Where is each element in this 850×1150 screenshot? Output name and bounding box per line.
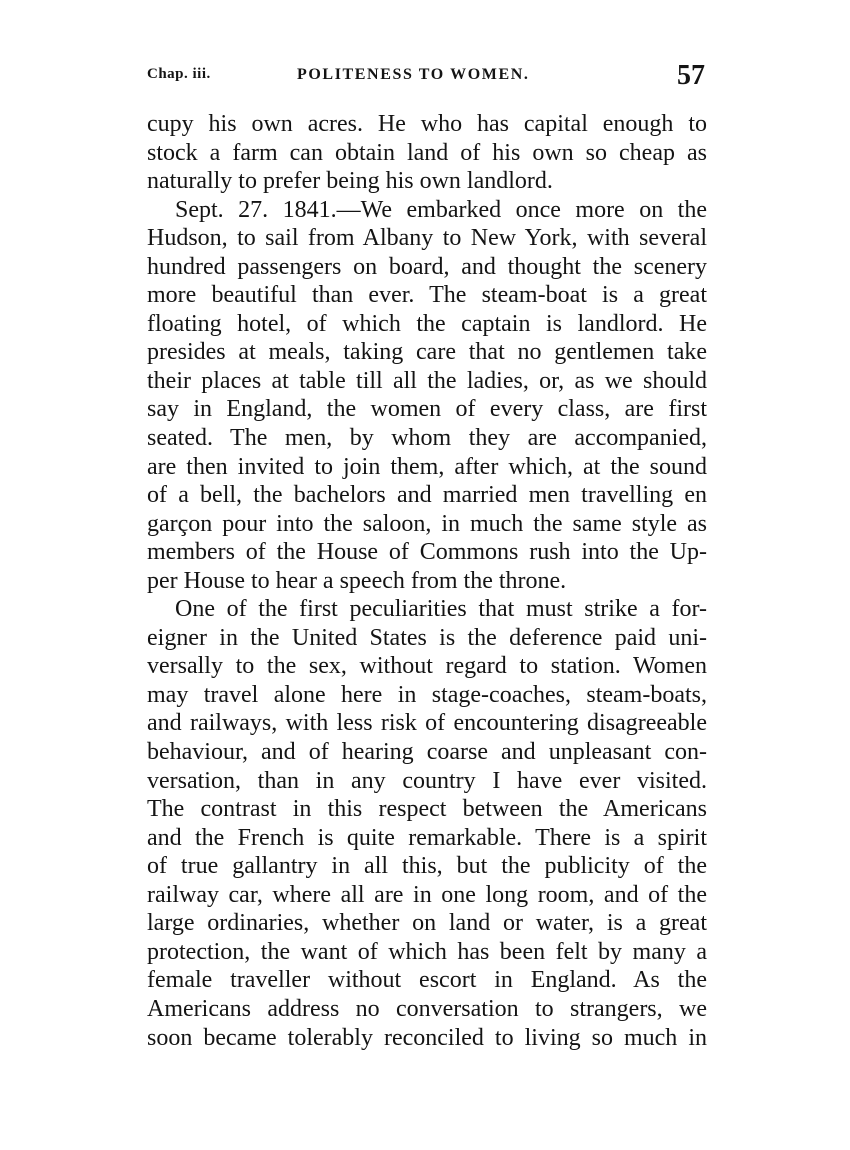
text-line: seated. The men, by whom they are accompanied, <box>147 425 707 452</box>
text-line: and railways, with less risk of encountering disagreeable <box>147 710 707 737</box>
text-line: floating hotel, of which the captain is landlord. He <box>147 310 707 337</box>
running-title: POLITENESS TO WOMEN. <box>297 66 530 83</box>
text-line: Americans address no conversation to strangers, we <box>147 995 707 1022</box>
text-line: hundred passengers on board, and thought the scenery <box>147 253 707 280</box>
text-line: cupy his own acres. He who has capital enough to <box>147 111 707 137</box>
text-line: The contrast in this respect between the Americans <box>147 796 707 823</box>
text-line: railway car, where all are in one long room, and of the <box>147 881 707 908</box>
text-line: garçon pour into the saloon, in much the same style as <box>147 510 707 537</box>
text-line: versation, than in any country I have ever visited. <box>147 767 707 794</box>
text-line: versally to the sex, without regard to station. Women <box>147 653 707 680</box>
text-line: their places at table till all the ladies, or, as we should <box>147 367 707 394</box>
text-line: eigner in the United States is the deference paid uni- <box>147 624 707 651</box>
body-text <box>147 110 707 1052</box>
text-line: soon became tolerably reconciled to living so much in <box>147 1024 707 1051</box>
text-line: protection, the want of which has been felt by many a <box>147 938 707 965</box>
text-line: may travel alone here in stage-coaches, steam-boats, <box>147 681 707 708</box>
text-line: of true gallantry in all this, but the publicity of the <box>147 853 707 880</box>
text-line: stock a farm can obtain land of his own so cheap as <box>147 139 707 166</box>
text-line: of a bell, the bachelors and married men travelling en <box>147 482 707 509</box>
text-line: are then invited to join them, after which, at the sound <box>147 453 707 480</box>
text-line: behaviour, and of hearing coarse and unpleasant con- <box>147 739 707 766</box>
text-line: members of the House of Commons rush into the Up- <box>147 539 707 566</box>
text-line: naturally to prefer being his own landlord. <box>147 168 553 195</box>
text-line: female traveller without escort in England. As the <box>147 967 707 994</box>
text-line: presides at meals, taking care that no gentlemen take <box>147 339 707 366</box>
running-header <box>147 60 707 96</box>
page-number: 57 <box>677 60 705 91</box>
text-line: Sept. 27. 1841.—We embarked once more on the <box>175 196 707 223</box>
text-line: large ordinaries, whether on land or water, is a great <box>147 910 707 937</box>
text-line: One of the first peculiarities that must strike a for- <box>175 596 707 623</box>
text-line: and the French is quite remarkable. There is a spirit <box>147 824 707 851</box>
text-line: Hudson, to sail from Albany to New York, with several <box>147 225 707 252</box>
text-line: more beautiful than ever. The steam-boat is a great <box>147 282 707 309</box>
text-line: say in England, the women of every class, are first <box>147 396 707 423</box>
text-line: per House to hear a speech from the throne. <box>147 567 567 594</box>
chapter-label: Chap. iii. <box>147 66 211 82</box>
